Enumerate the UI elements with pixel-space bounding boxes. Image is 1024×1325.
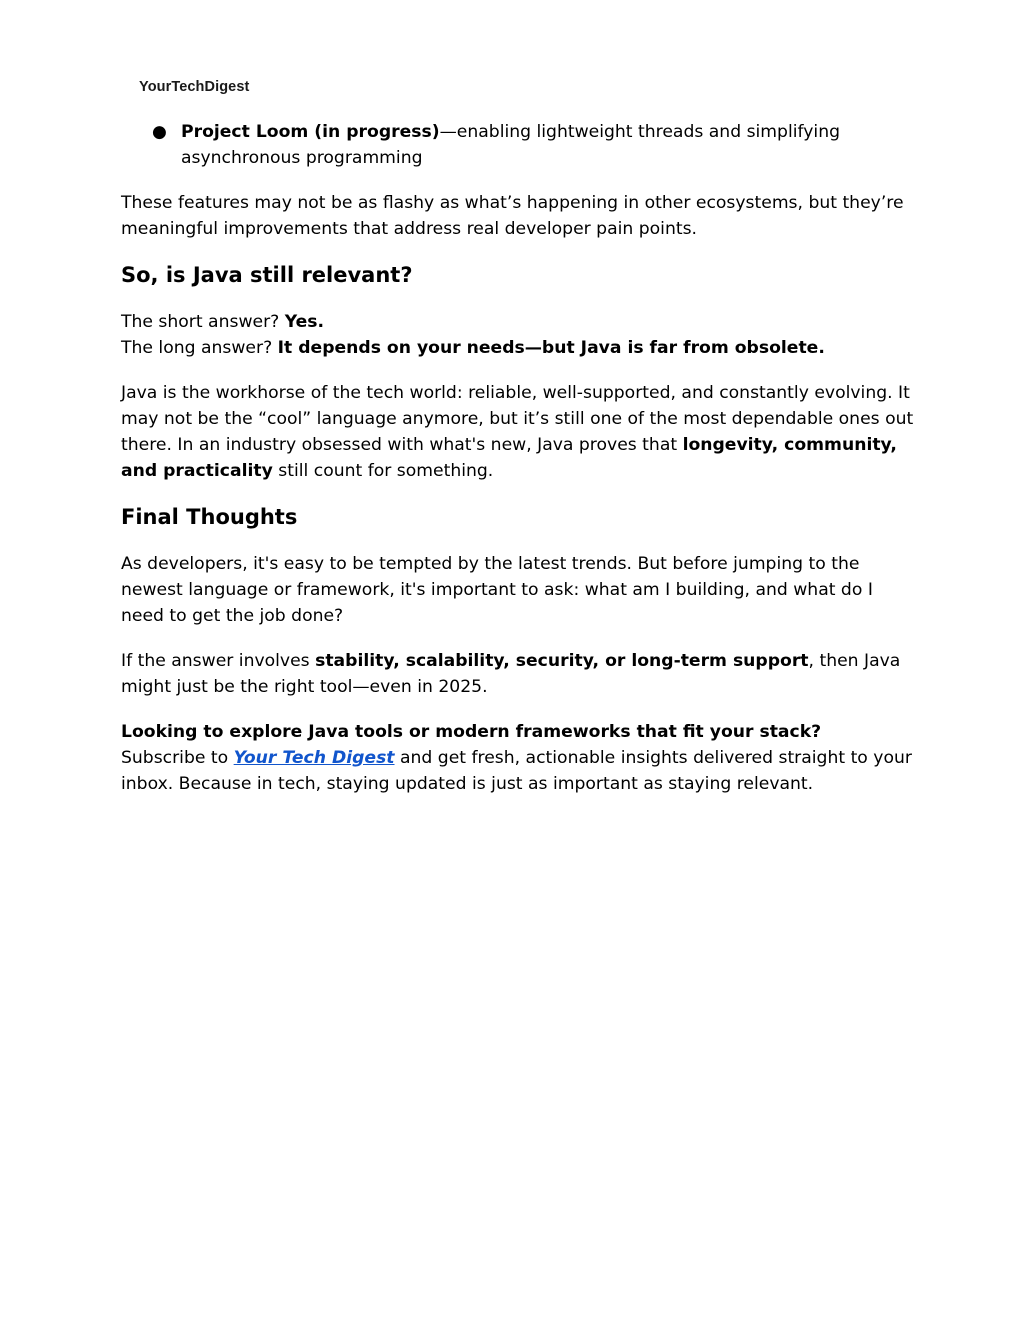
list-item xyxy=(121,119,921,171)
involves-text-end: , then Java might just be the right tool—even in 2025. xyxy=(121,651,901,697)
involves-text: If the answer involves xyxy=(121,651,316,671)
logo: YourTechDigest xyxy=(139,79,250,95)
intro-paragraph: These features may not be as flashy as what’s happening in other ecosystems, but they’re meaningful improvements that address real developer pain points. xyxy=(121,193,904,239)
answer-involves-paragraph xyxy=(121,648,921,700)
long-answer: It depends on your needs—but Java is far from obsolete. xyxy=(277,338,825,358)
involves-emphasis: stability, scalability, security, or long-term support xyxy=(315,651,809,671)
long-answer-question: The long answer? xyxy=(121,338,278,358)
section-heading-final-thoughts: Final Thoughts xyxy=(121,505,298,529)
your-tech-digest-link[interactable]: Your Tech Digest xyxy=(233,748,395,768)
section-heading-relevance: So, is Java still relevant? xyxy=(121,263,413,287)
article-body xyxy=(121,119,921,816)
developers-paragraph: As developers, it's easy to be tempted by the latest trends. But before jumping to the newest language or framework, it's important to ask: what am I building, and what do I need to get the job done? xyxy=(121,554,873,626)
short-answer: Yes. xyxy=(284,312,325,332)
feature-list xyxy=(121,119,921,171)
list-item-title: Project Loom (in progress) xyxy=(181,122,440,142)
workhorse-text: Java is the workhorse of the tech world: reliable, well-supported, and constantly evolving. It may not be the “cool” language anymore, but it’s still one of the most dependable ones out there. In an industry obsessed with what's new, Java proves that xyxy=(121,383,914,455)
workhorse-text-end: still count for something. xyxy=(272,461,494,481)
short-answer-question: The short answer? xyxy=(121,312,285,332)
workhorse-emphasis: longevity, community, and practicality xyxy=(121,435,897,481)
bullet-icon: ● xyxy=(152,122,167,142)
list-item-text: —enabling lightweight threads and simplifying asynchronous programming xyxy=(181,122,840,168)
cta-heading: Looking to explore Java tools or modern frameworks that fit your stack? xyxy=(121,722,822,742)
cta-text: Subscribe to xyxy=(121,748,234,768)
workhorse-paragraph xyxy=(121,380,921,484)
cta-paragraph xyxy=(121,719,921,797)
answer-paragraph xyxy=(121,309,921,361)
cta-text-end: and get fresh, actionable insights delivered straight to your inbox. Because in tech, staying updated is just as important as staying relevant. xyxy=(121,748,912,794)
